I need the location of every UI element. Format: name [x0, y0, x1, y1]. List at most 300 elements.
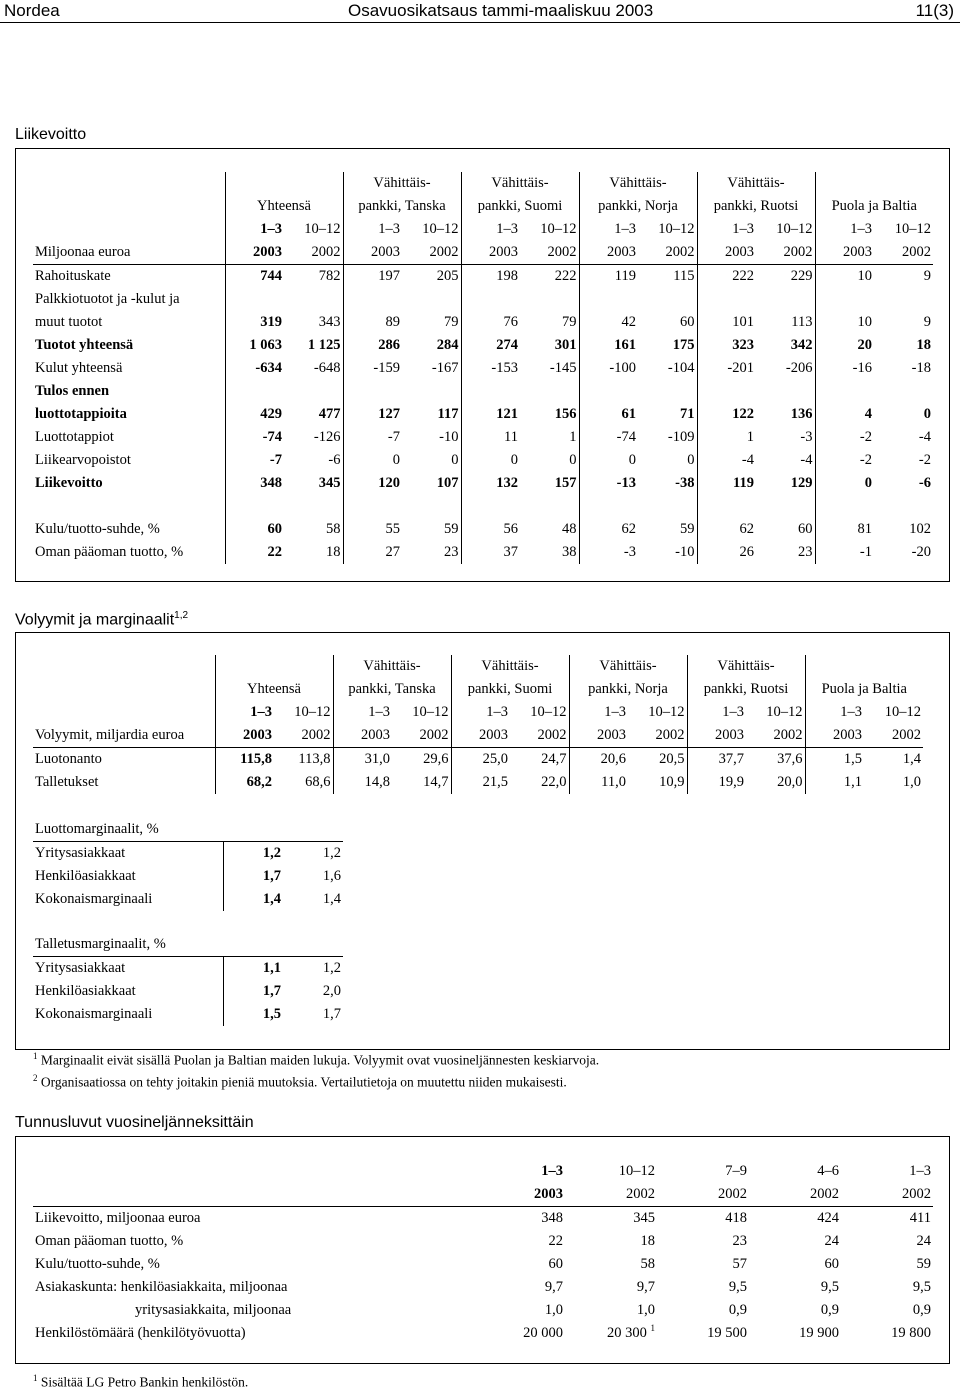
unit-label: Volyymit, miljardia euroa: [33, 724, 215, 748]
value-cell: 19 500: [707, 1325, 747, 1341]
value-cell: 284: [436, 337, 459, 353]
value-cell: 37,7: [687, 748, 746, 772]
margin-title-row: [33, 818, 343, 842]
empty-cell: [225, 495, 284, 518]
period-header: 10–12: [776, 221, 813, 237]
value-cell: 1: [569, 429, 577, 445]
header-row-period: [33, 701, 923, 724]
value-cell: 301: [554, 337, 577, 353]
value-cell: 19 800: [891, 1325, 931, 1341]
year-header: 2003: [473, 1183, 565, 1207]
empty-cell: [520, 380, 579, 403]
value-cell: 418: [725, 1210, 747, 1226]
value-cell: -74: [579, 426, 638, 449]
value-cell: 1,2: [322, 845, 341, 861]
value-cell: -3: [800, 429, 813, 445]
header-row-period: [33, 218, 933, 241]
empty-cell: [638, 380, 697, 403]
value-cell: 197: [343, 265, 402, 289]
value-cell: 9,7: [544, 1279, 563, 1295]
value-cell: 343: [318, 314, 341, 330]
period-header: 7–9: [725, 1163, 747, 1179]
year-header: 2003: [215, 724, 274, 748]
value-cell: 60: [680, 314, 695, 330]
ratio-row: [33, 541, 933, 564]
year-header: 2002: [749, 1183, 841, 1207]
document-title: Osavuosikatsaus tammi-maaliskuu 2003: [348, 1, 654, 20]
value-cell: 2,0: [322, 983, 341, 999]
table-row: [33, 1230, 933, 1253]
value-cell: -2: [918, 452, 931, 468]
footnote-1: $^1$ Marginaalit eivät sisällä Puolan ja Baltian maiden lukuja. Volyymit ovat vuosineljännesten keskiarvoja.: [33, 1051, 600, 1068]
table-row: [33, 980, 343, 1003]
value-cell: 1,4: [223, 888, 283, 911]
value-cell: 37,6: [777, 751, 803, 767]
year-header: 2002: [402, 241, 461, 265]
empty-cell: [756, 288, 815, 311]
value-cell: 24,7: [541, 751, 567, 767]
year-header: 2002: [565, 1183, 657, 1207]
value-cell: 1,2: [322, 960, 341, 976]
value-cell: 1,0: [636, 1302, 655, 1318]
group-header-line2: pankki, Norja: [569, 678, 687, 701]
value-cell: 342: [790, 337, 813, 353]
value-cell: 1,4: [902, 751, 921, 767]
group-header-line1: Vähittäis-: [687, 655, 805, 678]
value-cell: 29,6: [423, 751, 449, 767]
empty-cell: [815, 288, 874, 311]
row-label: Liikevoitto, miljoonaa euroa: [35, 1210, 201, 1226]
value-cell: -2: [815, 449, 874, 472]
value-cell: -159: [343, 357, 402, 380]
value-cell: 229: [790, 268, 813, 284]
row-label: Yritysasiakkaat: [35, 960, 126, 976]
value-cell: 119: [697, 472, 756, 495]
value-cell: -104: [667, 360, 695, 376]
value-cell: 1,2: [223, 842, 283, 866]
row-label: Oman pääoman tuotto, %: [35, 544, 184, 560]
row-label: Henkilöstömäärä (henkilötyövuotta): [35, 1325, 246, 1341]
value-cell: -6: [918, 475, 931, 491]
value-cell: 161: [579, 334, 638, 357]
empty-cell: [343, 288, 402, 311]
empty-cell: [461, 495, 520, 518]
value-cell: 132: [461, 472, 520, 495]
value-cell: 68,6: [305, 774, 331, 790]
table-row: [33, 311, 933, 334]
row-label: yritysasiakkaita, miljoonaa: [135, 1302, 292, 1318]
value-cell: 319: [225, 311, 284, 334]
value-cell: 24: [824, 1233, 839, 1249]
empty-cell: [461, 380, 520, 403]
year-header: 2003: [805, 724, 864, 748]
value-cell: 18: [640, 1233, 655, 1249]
value-cell: -648: [313, 360, 341, 376]
value-cell: -153: [461, 357, 520, 380]
value-cell: 205: [436, 268, 459, 284]
period-header: 10–12: [304, 221, 341, 237]
year-header: 2003: [461, 241, 520, 265]
group-header-line1: Vähittäis-: [579, 172, 697, 195]
margin-title-row: [33, 933, 343, 957]
table-row: [33, 771, 923, 794]
table-row: [33, 865, 343, 888]
value-cell: 1,1: [223, 957, 283, 981]
header-row-period: [33, 1160, 933, 1183]
value-cell: 1,5: [805, 748, 864, 772]
value-cell: 127: [343, 403, 402, 426]
period-header: 10–12: [618, 1163, 655, 1179]
row-label: Tulos ennen: [35, 383, 110, 399]
year-header: 2002: [874, 241, 933, 265]
value-cell: 37: [461, 541, 520, 564]
empty-cell: [33, 678, 215, 701]
talletusmarginaalit-table: [33, 933, 343, 1026]
year-header: 2002: [746, 724, 805, 748]
period-header: 1–3: [579, 218, 638, 241]
value-cell: -20: [911, 544, 931, 560]
empty-cell: [402, 380, 461, 403]
value-cell: 429: [225, 403, 284, 426]
group-header-line1: Vähittäis-: [569, 655, 687, 678]
table-row: [33, 957, 343, 981]
footnote-marker: 1: [650, 1323, 655, 1334]
empty-cell: [225, 288, 284, 311]
value-cell: 0: [451, 452, 459, 468]
table-row: [33, 334, 933, 357]
value-cell: 0: [815, 472, 874, 495]
group-header-line2: pankki, Tanska: [333, 678, 451, 701]
value-cell: 129: [790, 475, 813, 491]
value-cell: 1,0: [902, 774, 921, 790]
value-cell: 11: [461, 426, 520, 449]
row-label: Liikevoitto: [35, 475, 103, 491]
table-row: [33, 1276, 933, 1299]
row-label: Kulu/tuotto-suhde, %: [35, 1256, 160, 1272]
period-header: 10–12: [884, 704, 921, 720]
row-label: Oman pääoman tuotto, %: [35, 1233, 184, 1249]
period-header: 10–12: [294, 704, 331, 720]
value-cell: 121: [461, 403, 520, 426]
table-row: [33, 1207, 933, 1231]
row-label: luottotappioita: [35, 406, 127, 422]
year-header: 2002: [520, 241, 579, 265]
header-row-group-1: [33, 172, 933, 195]
header-rule: [0, 22, 960, 23]
page-number: 11(3): [915, 1, 954, 20]
footnote-2: $^2$ Organisaatiossa on tehty joitakin pieniä muutoksia. Vertailutietoja on muutettu niiden mukaisesti.: [33, 1073, 567, 1090]
value-cell: 0: [923, 406, 931, 422]
year-header: 2003: [815, 241, 874, 265]
value-cell: 477: [318, 406, 341, 422]
year-header: 2003: [579, 241, 638, 265]
value-cell: -74: [225, 426, 284, 449]
period-header: 1–3: [215, 701, 274, 724]
table-row: [33, 842, 343, 866]
value-cell: 76: [461, 311, 520, 334]
value-cell: 25,0: [451, 748, 510, 772]
year-header: 2002: [284, 241, 343, 265]
empty-cell: [284, 495, 343, 518]
value-cell: 60: [798, 521, 813, 537]
year-header: 2003: [225, 241, 284, 265]
value-cell: 18: [326, 544, 341, 560]
period-header: 1–3: [225, 218, 284, 241]
value-cell: 62: [697, 518, 756, 541]
value-cell: 122: [697, 403, 756, 426]
period-header: 1–3: [805, 701, 864, 724]
value-cell: 81: [815, 518, 874, 541]
value-cell: 0,9: [820, 1302, 839, 1318]
period-header: 1–3: [461, 218, 520, 241]
empty-cell: [283, 933, 343, 957]
footnote-tunnusluvut: $^1$ Sisältää LG Petro Bankin henkilöstön.: [33, 1373, 249, 1390]
value-cell: 22: [548, 1233, 563, 1249]
empty-cell: [579, 288, 638, 311]
value-cell: 1,7: [223, 865, 283, 888]
value-cell: -109: [667, 429, 695, 445]
value-cell: -3: [579, 541, 638, 564]
value-cell: 24: [916, 1233, 931, 1249]
value-cell: 345: [633, 1210, 655, 1226]
value-cell: 119: [579, 265, 638, 289]
year-header: 2002: [657, 1183, 749, 1207]
value-cell: -634: [225, 357, 284, 380]
row-label: Kulu/tuotto-suhde, %: [35, 521, 160, 537]
table-row: [33, 403, 933, 426]
volyymit-table: [33, 655, 923, 794]
empty-cell: [223, 818, 283, 842]
value-cell: 23: [444, 544, 459, 560]
table-row: [33, 426, 933, 449]
year-header: 2002: [510, 724, 569, 748]
empty-cell: [33, 1183, 473, 1207]
section-title-tunnusluvut: Tunnusluvut vuosineljänneksittäin: [15, 1114, 254, 1131]
value-cell: 22,0: [541, 774, 567, 790]
empty-cell: [697, 380, 756, 403]
value-cell: 20,0: [777, 774, 803, 790]
value-cell: 22: [225, 541, 284, 564]
value-cell: 56: [461, 518, 520, 541]
value-cell: 1 063: [225, 334, 284, 357]
value-cell: 424: [817, 1210, 839, 1226]
row-label: Yritysasiakkaat: [35, 845, 126, 861]
value-cell: 21,5: [451, 771, 510, 794]
row-label: Kokonaismarginaali: [35, 891, 153, 907]
value-cell: 26: [697, 541, 756, 564]
period-header: 1–3: [815, 218, 874, 241]
empty-cell: [223, 933, 283, 957]
value-cell: -16: [815, 357, 874, 380]
group-header-line2: pankki, Ruotsi: [697, 195, 815, 218]
header-row-year: [33, 241, 933, 265]
value-cell: 20 000: [523, 1325, 563, 1341]
empty-cell: [815, 495, 874, 518]
period-header: 10–12: [412, 704, 449, 720]
year-header: 2003: [451, 724, 510, 748]
brand-name: Nordea: [4, 1, 60, 20]
value-cell: 1,1: [805, 771, 864, 794]
empty-cell: [33, 195, 225, 218]
group-header-line1: [215, 655, 333, 678]
table-row: [33, 1299, 933, 1322]
value-cell: 55: [343, 518, 402, 541]
value-text: 20 300: [607, 1325, 647, 1341]
value-cell: 1,4: [322, 891, 341, 907]
year-header: 2003: [333, 724, 392, 748]
empty-cell: [756, 495, 815, 518]
group-header-line2: Puola ja Baltia: [805, 678, 923, 701]
table-row: [33, 449, 933, 472]
value-cell: 9,5: [728, 1279, 747, 1295]
row-label: Luotonanto: [35, 751, 102, 767]
value-cell: 14,8: [333, 771, 392, 794]
table-row: [33, 380, 933, 403]
value-cell: 19 900: [799, 1325, 839, 1341]
value-cell: 1,6: [322, 868, 341, 884]
title-superscript: 1,2: [174, 610, 189, 621]
period-header: 1–3: [343, 218, 402, 241]
value-cell: 20,5: [659, 751, 685, 767]
value-cell: 348: [541, 1210, 563, 1226]
year-header: 2003: [569, 724, 628, 748]
row-label: Palkkiotuotot ja -kulut ja: [35, 291, 180, 307]
luottomarginaalit-table: [33, 818, 343, 911]
value-cell: 10: [815, 265, 874, 289]
group-header-line2: Puola ja Baltia: [815, 195, 933, 218]
period-header: 4–6: [817, 1163, 839, 1179]
year-header: 2002: [638, 241, 697, 265]
value-cell: 1 125: [307, 337, 341, 353]
value-cell: 11,0: [569, 771, 628, 794]
group-header-line1: Vähittäis-: [697, 172, 815, 195]
value-cell: -126: [313, 429, 341, 445]
row-label: Liikearvopoistot: [35, 452, 131, 468]
table-row: [33, 1003, 343, 1026]
value-cell: 1,0: [544, 1302, 563, 1318]
empty-cell: [520, 495, 579, 518]
value-cell: 79: [444, 314, 459, 330]
value-cell: 345: [318, 475, 341, 491]
value-cell: 1,5: [223, 1003, 283, 1026]
empty-cell: [284, 288, 343, 311]
group-header-line2: Yhteensä: [215, 678, 333, 701]
value-cell: 20: [815, 334, 874, 357]
value-cell: 0: [579, 449, 638, 472]
period-header: 1–3: [451, 701, 510, 724]
value-cell: 9: [923, 314, 931, 330]
empty-cell: [461, 288, 520, 311]
margin-title: Luottomarginaalit, %: [33, 818, 223, 842]
value-cell: 0: [343, 449, 402, 472]
year-header: 2002: [864, 724, 923, 748]
value-cell: 113,8: [298, 751, 331, 767]
empty-cell: [874, 495, 933, 518]
group-header-line1: Vähittäis-: [343, 172, 461, 195]
empty-cell: [697, 495, 756, 518]
value-cell: 115,8: [215, 748, 274, 772]
empty-cell: [520, 288, 579, 311]
value-cell: 27: [343, 541, 402, 564]
value-cell: 4: [815, 403, 874, 426]
empty-cell: [225, 380, 284, 403]
header-row-year: [33, 724, 923, 748]
value-cell: 89: [343, 311, 402, 334]
value-cell: -7: [225, 449, 284, 472]
period-header: 1–3: [687, 701, 746, 724]
value-cell: 61: [579, 403, 638, 426]
group-header-line1: Vähittäis-: [451, 655, 569, 678]
unit-label: Miljoonaa euroa: [33, 241, 225, 265]
value-cell: -13: [579, 472, 638, 495]
empty-cell: [756, 380, 815, 403]
period-header: 1–3: [909, 1163, 931, 1179]
value-cell: 156: [554, 406, 577, 422]
section-title-volyymit: Volyymit ja marginaalit$^{1,2}$: [15, 610, 189, 629]
row-label: Tuotot yhteensä: [35, 337, 134, 353]
value-cell: -2: [815, 426, 874, 449]
empty-cell: [579, 495, 638, 518]
value-cell: 59: [916, 1256, 931, 1272]
header-row-year: [33, 1183, 933, 1207]
value-cell: 58: [326, 521, 341, 537]
value-cell: 9,7: [636, 1279, 655, 1295]
value-cell: 23: [732, 1233, 747, 1249]
value-cell: 59: [680, 521, 695, 537]
period-header: 10–12: [530, 704, 567, 720]
value-cell: -206: [785, 360, 813, 376]
value-cell: 175: [672, 337, 695, 353]
row-label: Henkilöasiakkaat: [35, 983, 136, 999]
period-header: 1–3: [541, 1163, 563, 1179]
table-row: [33, 1322, 933, 1345]
value-cell: 117: [437, 406, 459, 422]
value-cell: 0: [569, 452, 577, 468]
group-header-line2: pankki, Suomi: [451, 678, 569, 701]
value-cell: 101: [697, 311, 756, 334]
value-cell: 42: [579, 311, 638, 334]
value-cell: 57: [732, 1256, 747, 1272]
value-cell: -6: [328, 452, 341, 468]
value-cell: 19,9: [687, 771, 746, 794]
value-cell: 60: [225, 518, 284, 541]
empty-cell: [33, 218, 225, 241]
liikevoitto-table: [33, 172, 933, 564]
value-cell: 411: [909, 1210, 931, 1226]
period-header: 10–12: [422, 221, 459, 237]
year-header: 2002: [756, 241, 815, 265]
group-header-line2: Yhteensä: [225, 195, 343, 218]
table-row: [33, 888, 343, 911]
group-header-line2: pankki, Suomi: [461, 195, 579, 218]
period-header: 1–3: [569, 701, 628, 724]
period-header: 10–12: [894, 221, 931, 237]
year-header: 2003: [343, 241, 402, 265]
value-cell: 60: [824, 1256, 839, 1272]
value-cell: -4: [918, 429, 931, 445]
header-row-group-1: [33, 655, 923, 678]
value-cell: 107: [436, 475, 459, 491]
period-header: 10–12: [658, 221, 695, 237]
value-cell: 31,0: [333, 748, 392, 772]
table-row: [33, 748, 923, 772]
table-row: [33, 357, 933, 380]
table-row: [33, 265, 933, 289]
value-cell: -145: [549, 360, 577, 376]
value-cell: -201: [697, 357, 756, 380]
value-cell: 323: [697, 334, 756, 357]
year-header: 2003: [687, 724, 746, 748]
